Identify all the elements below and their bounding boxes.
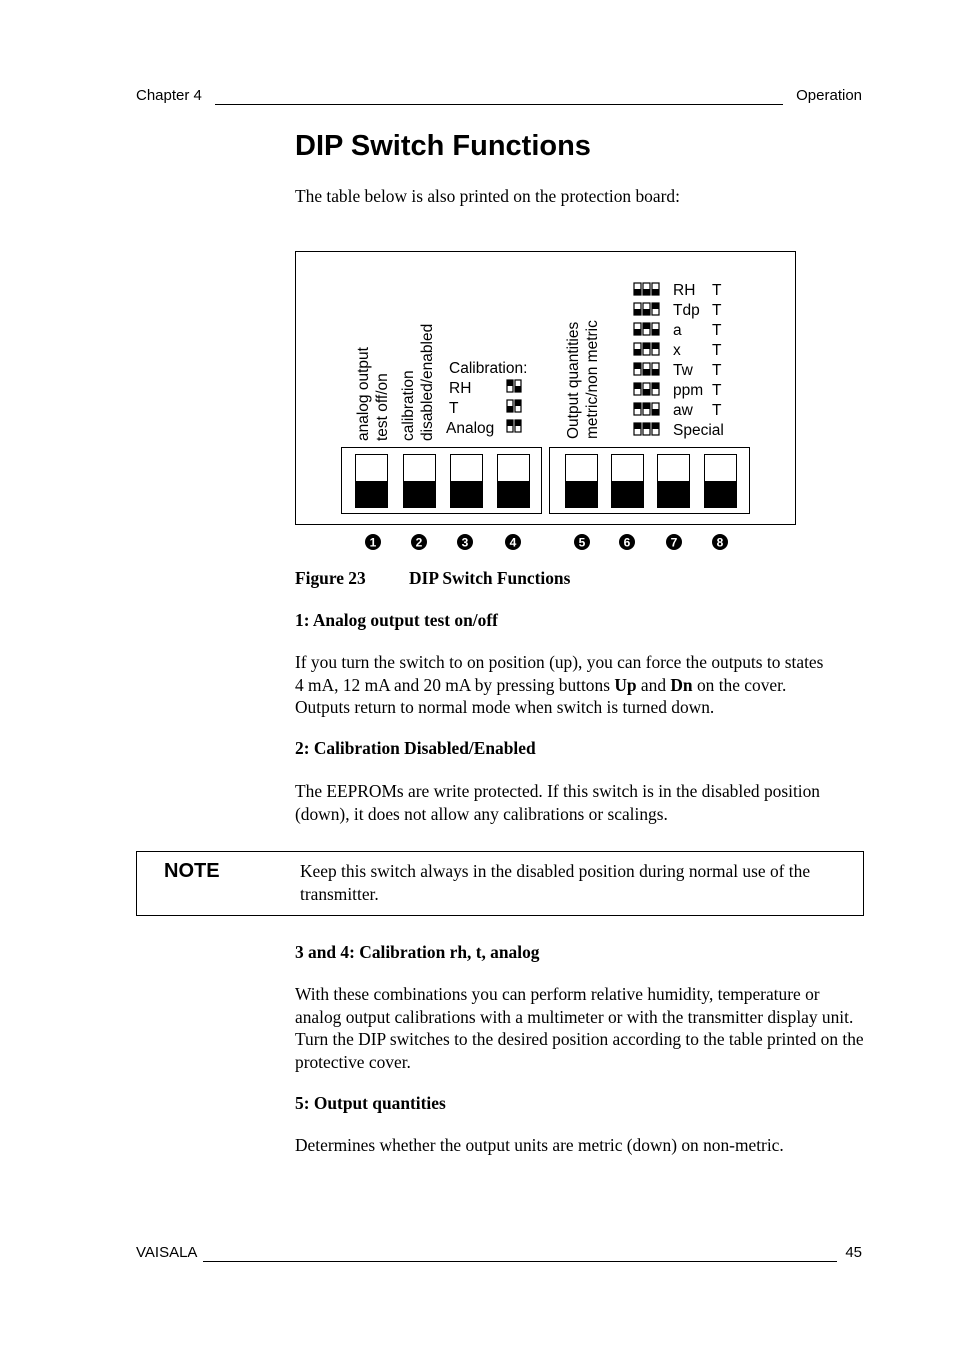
- quantity-icon-6-2-fill: [652, 409, 659, 415]
- note-text: Keep this switch always in the disabled position during normal use of the transmitter.: [300, 861, 811, 904]
- quantity-unit-6: T: [712, 402, 722, 419]
- switch-number-3: 3: [461, 535, 469, 550]
- figure-caption-number: Figure 23: [295, 568, 366, 588]
- note-box: [136, 851, 864, 916]
- switch-number-7: 7: [670, 535, 678, 550]
- figure-caption-title: DIP Switch Functions: [409, 568, 571, 588]
- header-chapter: Chapter 4: [136, 87, 202, 104]
- quantity-table: [634, 282, 724, 439]
- cal-icon-0-0-fill: [507, 380, 513, 386]
- quantity-icon-2-0-fill: [634, 329, 641, 335]
- quantity-name-0: RH: [673, 282, 696, 299]
- quantity-name-7: Special: [673, 422, 724, 439]
- cal-icon-1-0-fill: [507, 406, 513, 412]
- dip-switch-5-lever: [566, 481, 598, 508]
- footer-brand: VAISALA: [136, 1244, 198, 1261]
- switch-number-2: 2: [415, 535, 423, 550]
- cal-icon-1-1-fill: [515, 400, 521, 406]
- quantity-icon-4-0-fill: [634, 363, 641, 369]
- dip-switch-3-lever: [451, 481, 483, 508]
- quantity-icon-0-0-fill: [634, 289, 641, 295]
- section-heading-3: 3 and 4: Calibration rh, t, analog: [295, 942, 540, 962]
- section-paragraph-4: Determines whether the output units are metric (down) on non-metric.: [295, 1135, 784, 1155]
- quantity-name-4: Tw: [673, 362, 693, 379]
- para1-line3: Outputs return to normal mode when switch is turned down.: [295, 697, 715, 717]
- cal-icon-2-1-fill: [515, 420, 521, 426]
- switch-number-4: 4: [509, 535, 517, 550]
- page-title: DIP Switch Functions: [295, 130, 591, 162]
- section-paragraph-1: [295, 651, 865, 719]
- header-section: Operation: [796, 87, 862, 104]
- dip-switch-8-lever: [705, 481, 737, 508]
- calibration-switch-icons: [507, 380, 521, 432]
- quantity-name-3: x: [673, 342, 681, 359]
- dip-switch-figure: [0, 0, 954, 600]
- quantity-icon-5-0-fill: [634, 383, 641, 389]
- quantity-icon-0-1-fill: [643, 289, 650, 295]
- quantity-icon-2-2-fill: [652, 329, 659, 335]
- section-paragraph-2: The EEPROMs are write protected. If this switch is in the disabled position (down), it does not allow any calibrations or scalings.: [295, 781, 821, 824]
- cal-icon-2-0-fill: [507, 420, 513, 426]
- dip-switch-1-lever: [356, 481, 388, 508]
- quantity-name-6: aw: [673, 402, 693, 419]
- para1-line1: If you turn the switch to on position (up), you can force the outputs to states: [295, 652, 824, 672]
- quantity-icon-3-1-fill: [643, 343, 650, 349]
- para1-line2: 4 mA, 12 mA and 20 mA by pressing buttons Up and Dn on the cover.: [295, 674, 787, 695]
- cal-title: Calibration:: [449, 360, 528, 377]
- section-heading-4: 5: Output quantities: [295, 1093, 446, 1113]
- quantity-unit-1: T: [712, 302, 722, 319]
- quantity-icon-1-0-fill: [634, 309, 641, 315]
- switch-number-1: 1: [369, 535, 377, 550]
- footer-page-number: 45: [845, 1244, 862, 1261]
- dip-switches: [356, 455, 737, 508]
- quantity-unit-3: T: [712, 342, 722, 359]
- sw5-label-line2: metric/non metric: [584, 320, 601, 439]
- sw2-label-line1: calibration: [400, 370, 417, 441]
- quantity-name-1: Tdp: [673, 302, 700, 319]
- quantity-icon-7-0-fill: [634, 423, 641, 429]
- quantity-icon-1-1-fill: [643, 309, 650, 315]
- quantity-icon-5-1-fill: [643, 389, 650, 395]
- quantity-icon-1-2-fill: [652, 303, 659, 309]
- cal-icon-0-1-fill: [515, 386, 521, 392]
- quantity-name-2: a: [673, 322, 682, 339]
- switch-number-5: 5: [578, 535, 586, 550]
- dip-switch-7-lever: [658, 481, 690, 508]
- quantity-icon-7-1-fill: [643, 423, 650, 429]
- quantity-icon-4-2-fill: [652, 369, 659, 375]
- quantity-icon-5-2-fill: [652, 383, 659, 389]
- quantity-unit-2: T: [712, 322, 722, 339]
- quantity-icon-4-1-fill: [643, 369, 650, 375]
- quantity-unit-4: T: [712, 362, 722, 379]
- switch-number-6: 6: [623, 535, 631, 550]
- quantity-icon-6-0-fill: [634, 403, 641, 409]
- note-label: NOTE: [164, 860, 220, 882]
- quantity-name-5: ppm: [673, 382, 704, 399]
- quantity-unit-5: T: [712, 382, 722, 399]
- section-heading-1: 1: Analog output test on/off: [295, 610, 498, 630]
- dip-switch-6-lever: [612, 481, 644, 508]
- switch-number-8: 8: [716, 535, 724, 550]
- quantity-icon-6-1-fill: [643, 403, 650, 409]
- intro-paragraph: The table below is also printed on the protection board:: [295, 186, 680, 206]
- quantity-icon-3-0-fill: [634, 349, 641, 355]
- up-button-ref: Up: [614, 674, 637, 695]
- quantity-icon-3-2-fill: [652, 343, 659, 349]
- sw1-label-line2: test off/on: [374, 373, 391, 441]
- quantity-icon-7-2-fill: [652, 423, 659, 429]
- section-paragraph-3: With these combinations you can perform relative humidity, temperature or analog output calibrations with a multimeter or with the transmitter display unit. Turn the DIP switches to the desired position according to the table printed on the protective cover.: [295, 984, 864, 1072]
- quantity-icon-0-2-fill: [652, 289, 659, 295]
- switch-number-markers: [365, 534, 728, 550]
- cal-t: T: [449, 400, 459, 417]
- dn-button-ref: Dn: [670, 674, 693, 695]
- section-heading-2: 2: Calibration Disabled/Enabled: [295, 738, 536, 758]
- quantity-icon-2-1-fill: [643, 323, 650, 329]
- quantity-unit-0: T: [712, 282, 722, 299]
- sw2-label-line2: disabled/enabled: [419, 323, 436, 441]
- dip-switch-4-lever: [498, 481, 530, 508]
- sw1-label-line1: analog output: [355, 347, 372, 441]
- sw5-label-line1: Output quantities: [565, 321, 582, 439]
- cal-analog: Analog: [446, 420, 495, 437]
- cal-rh: RH: [449, 380, 472, 397]
- footer-rule: [203, 1261, 837, 1262]
- dip-switch-2-lever: [404, 481, 436, 508]
